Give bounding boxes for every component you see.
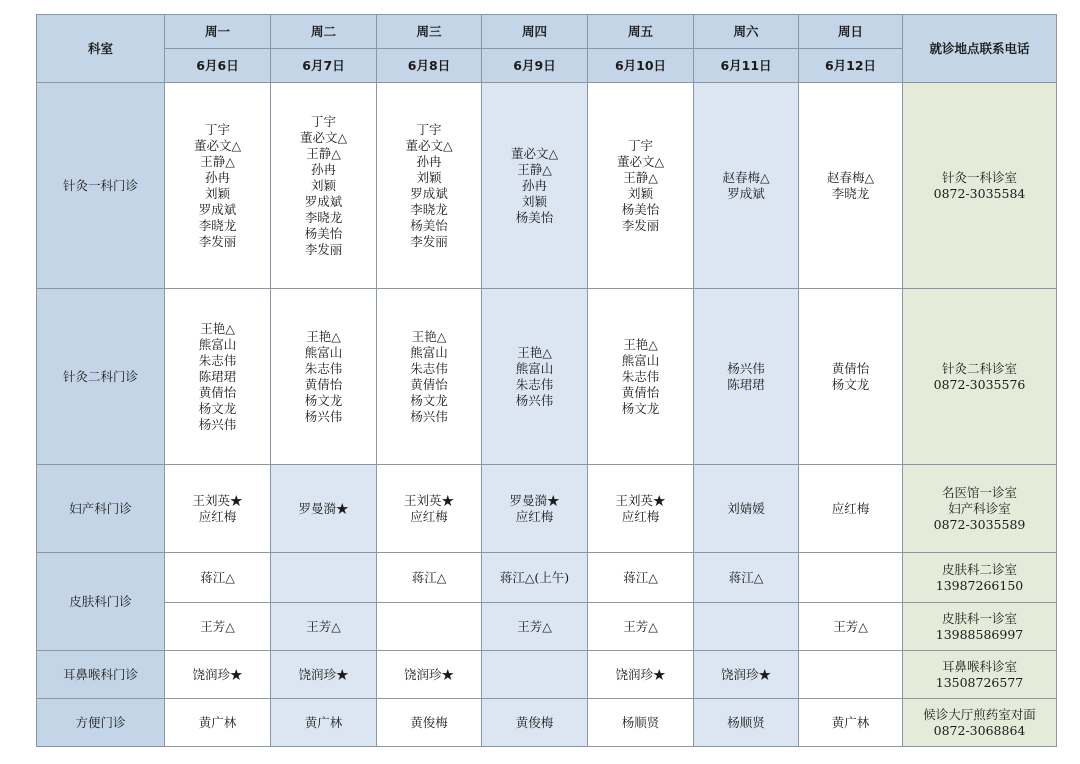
dept-cell: 针灸一科门诊 <box>37 83 165 289</box>
schedule-cell <box>694 465 799 553</box>
date-header: 6月7日 <box>271 49 377 83</box>
cell-line: 熊富山 <box>198 336 237 352</box>
date-header: 6月11日 <box>694 49 799 83</box>
schedule-cell <box>271 465 377 553</box>
schedule-cell <box>588 651 694 699</box>
cell-line: 朱志伟 <box>304 360 343 376</box>
cell-line: 朱志伟 <box>410 360 448 376</box>
cell-line: 李晓龙 <box>304 209 343 225</box>
cell-line: 刘颖 <box>416 169 442 185</box>
cell-line: 饶润珍★ <box>298 666 349 682</box>
schedule-cell <box>694 651 799 699</box>
cell-line: 王刘英★ <box>403 492 454 508</box>
cell-line: 罗成斌 <box>304 193 343 209</box>
cell-line: 王芳△ <box>200 618 235 634</box>
schedule-cell <box>165 83 271 289</box>
cell-line: 罗成斌 <box>727 185 765 201</box>
cell-line: 王静△ <box>200 153 235 169</box>
date-header: 6月8日 <box>377 49 482 83</box>
schedule-cell <box>482 699 588 747</box>
cell-line: 刘颖 <box>521 193 547 209</box>
schedule-cell <box>799 465 903 553</box>
cell-line: 饶润珍★ <box>615 666 666 682</box>
cell-line: 丁宇 <box>310 113 336 129</box>
dept-header: 科室 <box>37 15 165 83</box>
schedule-cell <box>799 699 903 747</box>
schedule-cell <box>165 289 271 465</box>
cell-line: 皮肤科一诊室 <box>941 610 1017 626</box>
cell-line: 针灸一科诊室 <box>941 169 1017 185</box>
cell-line: 应红梅 <box>410 508 448 524</box>
schedule-cell <box>799 83 903 289</box>
weekday-header: 周五 <box>588 15 694 49</box>
schedule-cell <box>482 465 588 553</box>
schedule-cell <box>482 289 588 465</box>
cell-line: 13508726577 <box>935 674 1024 690</box>
cell-line: 朱志伟 <box>621 368 660 384</box>
cell-line: 0872-3035576 <box>933 376 1026 392</box>
cell-line: 孙冉 <box>310 161 336 177</box>
cell-line: 李发丽 <box>410 233 448 249</box>
cell-line: 李发丽 <box>621 217 660 233</box>
cell-line: 赵春梅△ <box>722 169 770 185</box>
cell-line: 孙冉 <box>204 169 230 185</box>
schedule-cell <box>588 289 694 465</box>
schedule-cell <box>482 553 588 603</box>
cell-line: 熊富山 <box>515 360 554 376</box>
table-row <box>37 553 1057 603</box>
cell-line: 饶润珍★ <box>403 666 454 682</box>
cell-line: 黄广林 <box>831 714 870 730</box>
cell-line: 王芳△ <box>623 618 658 634</box>
cell-line: 黄倩怡 <box>410 376 448 392</box>
cell-line: 丁宇 <box>416 121 442 137</box>
schedule-cell <box>694 83 799 289</box>
cell-line: 李晓龙 <box>831 185 870 201</box>
cell-line: 杨文龙 <box>304 392 343 408</box>
weekday-header: 周一 <box>165 15 271 49</box>
cell-line: 李晓龙 <box>410 201 448 217</box>
cell-line: 熊富山 <box>621 352 660 368</box>
table-row <box>37 699 1057 747</box>
cell-line: 李发丽 <box>198 233 237 249</box>
schedule-cell <box>377 651 482 699</box>
cell-line: 丁宇 <box>627 137 653 153</box>
schedule-cell <box>588 83 694 289</box>
schedule-cell <box>271 289 377 465</box>
cell-line: 赵春梅△ <box>826 169 875 185</box>
table-row <box>37 465 1057 553</box>
dept-cell: 针灸二科门诊 <box>37 289 165 465</box>
cell-line: 杨美怡 <box>304 225 343 241</box>
dept-cell: 妇产科门诊 <box>37 465 165 553</box>
weekday-header: 周六 <box>694 15 799 49</box>
dept-cell: 皮肤科门诊 <box>37 553 165 651</box>
schedule-cell <box>588 465 694 553</box>
schedule-cell <box>377 465 482 553</box>
schedule-cell <box>588 603 694 651</box>
cell-line: 妇产科诊室 <box>948 500 1011 516</box>
cell-line: 杨兴伟 <box>727 360 765 376</box>
schedule-cell <box>165 465 271 553</box>
cell-line: 应红梅 <box>515 508 554 524</box>
dept-cell: 耳鼻喉科门诊 <box>37 651 165 699</box>
schedule-cell <box>271 603 377 651</box>
cell-line: 李晓龙 <box>198 217 237 233</box>
location-cell <box>903 651 1057 699</box>
schedule-cell <box>271 651 377 699</box>
cell-line: 黄广林 <box>198 714 237 730</box>
schedule-cell <box>799 603 903 651</box>
cell-line: 杨美怡 <box>621 201 660 217</box>
cell-line: 罗曼漪★ <box>509 492 560 508</box>
cell-line: 王静△ <box>517 161 552 177</box>
location-cell <box>903 465 1057 553</box>
cell-line: 罗曼漪★ <box>298 500 349 516</box>
cell-line: 陈珺珺 <box>727 376 765 392</box>
cell-line: 王芳△ <box>833 618 868 634</box>
cell-line: 杨兴伟 <box>410 408 448 424</box>
cell-line: 丁宇 <box>204 121 230 137</box>
date-header: 6月12日 <box>799 49 903 83</box>
table-row <box>37 603 1057 651</box>
location-cell <box>903 83 1057 289</box>
cell-line: 0872-3068864 <box>933 722 1026 738</box>
schedule-cell <box>482 603 588 651</box>
schedule-cell <box>377 699 482 747</box>
cell-line: 0872-3035589 <box>933 516 1026 532</box>
cell-line: 候诊大厅煎药室对面 <box>923 706 1036 722</box>
cell-line: 罗成斌 <box>198 201 237 217</box>
cell-line: 陈珺珺 <box>198 368 237 384</box>
location-cell <box>903 699 1057 747</box>
weekday-header: 周二 <box>271 15 377 49</box>
schedule-cell <box>271 83 377 289</box>
dept-cell: 方便门诊 <box>37 699 165 747</box>
weekday-header: 周三 <box>377 15 482 49</box>
cell-line: 应红梅 <box>621 508 660 524</box>
cell-line: 孙冉 <box>521 177 547 193</box>
cell-line: 杨文龙 <box>410 392 448 408</box>
table-row <box>37 289 1057 465</box>
cell-line: 黄俊梅 <box>410 714 448 730</box>
cell-line: 皮肤科二诊室 <box>941 561 1017 577</box>
cell-line: 王艳△ <box>411 328 447 344</box>
cell-line: 饶润珍★ <box>720 666 771 682</box>
weekday-header: 周日 <box>799 15 903 49</box>
cell-line: 杨美怡 <box>515 209 554 225</box>
cell-line: 王刘英★ <box>615 492 666 508</box>
schedule-cell <box>165 553 271 603</box>
header-row-weekdays <box>37 15 1057 49</box>
cell-line: 王芳△ <box>517 618 552 634</box>
cell-line: 朱志伟 <box>515 376 554 392</box>
cell-line: 杨兴伟 <box>304 408 343 424</box>
cell-line: 杨文龙 <box>198 400 237 416</box>
cell-line: 王艳△ <box>200 320 235 336</box>
cell-line: 杨顺贤 <box>621 714 660 730</box>
cell-line: 黄倩怡 <box>621 384 660 400</box>
location-cell <box>903 553 1057 603</box>
schedule-cell <box>165 651 271 699</box>
cell-line: 董必文△ <box>510 145 559 161</box>
cell-line: 蒋江△ <box>623 569 658 585</box>
schedule-cell <box>694 699 799 747</box>
cell-line: 13987266150 <box>935 577 1024 593</box>
cell-line: 杨文龙 <box>831 376 870 392</box>
schedule-cell <box>271 699 377 747</box>
cell-line: 名医馆一诊室 <box>941 484 1017 500</box>
schedule-cell <box>165 699 271 747</box>
schedule-cell <box>482 651 588 699</box>
cell-line: 刘婧媛 <box>727 500 765 516</box>
cell-line: 杨美怡 <box>410 217 448 233</box>
cell-line: 杨兴伟 <box>198 416 237 432</box>
date-header: 6月6日 <box>165 49 271 83</box>
cell-line: 王艳△ <box>306 328 341 344</box>
cell-line: 刘颖 <box>310 177 336 193</box>
cell-line: 刘颖 <box>204 185 230 201</box>
schedule-cell <box>482 83 588 289</box>
cell-line: 董必文△ <box>405 137 453 153</box>
cell-line: 蒋江△(上午) <box>499 569 570 585</box>
cell-line: 应红梅 <box>198 508 237 524</box>
cell-line: 王静△ <box>306 145 341 161</box>
schedule-cell <box>799 651 903 699</box>
cell-line: 黄倩怡 <box>831 360 870 376</box>
cell-line: 李发丽 <box>304 241 343 257</box>
cell-line: 杨顺贤 <box>727 714 765 730</box>
cell-line: 董必文△ <box>616 153 665 169</box>
schedule-cell <box>694 289 799 465</box>
cell-line: 董必文△ <box>193 137 242 153</box>
weekday-header: 周四 <box>482 15 588 49</box>
cell-line: 王刘英★ <box>192 492 243 508</box>
cell-line: 黄广林 <box>304 714 343 730</box>
cell-line: 蒋江△ <box>411 569 447 585</box>
location-cell <box>903 603 1057 651</box>
cell-line: 杨文龙 <box>621 400 660 416</box>
table-row <box>37 83 1057 289</box>
cell-line: 黄倩怡 <box>304 376 343 392</box>
schedule-cell <box>694 603 799 651</box>
table-row <box>37 651 1057 699</box>
schedule-cell <box>165 603 271 651</box>
cell-line: 王艳△ <box>517 344 552 360</box>
schedule-cell <box>588 699 694 747</box>
cell-line: 针灸二科诊室 <box>941 360 1017 376</box>
cell-line: 蒋江△ <box>200 569 235 585</box>
cell-line: 杨兴伟 <box>515 392 554 408</box>
schedule-cell <box>588 553 694 603</box>
schedule-cell <box>377 83 482 289</box>
schedule-cell <box>799 553 903 603</box>
cell-line: 13988586997 <box>935 626 1024 642</box>
cell-line: 王芳△ <box>306 618 341 634</box>
cell-line: 王艳△ <box>623 336 658 352</box>
schedule-cell <box>799 289 903 465</box>
cell-line: 董必文△ <box>299 129 348 145</box>
cell-line: 熊富山 <box>410 344 448 360</box>
cell-line: 黄俊梅 <box>515 714 554 730</box>
cell-line: 应红梅 <box>831 500 870 516</box>
date-header: 6月10日 <box>588 49 694 83</box>
location-header: 就诊地点联系电话 <box>903 15 1057 83</box>
cell-line: 熊富山 <box>304 344 343 360</box>
cell-line: 孙冉 <box>416 153 442 169</box>
cell-line: 饶润珍★ <box>192 666 243 682</box>
cell-line: 黄倩怡 <box>198 384 237 400</box>
location-cell <box>903 289 1057 465</box>
cell-line: 朱志伟 <box>198 352 237 368</box>
cell-line: 罗成斌 <box>410 185 448 201</box>
schedule-cell <box>271 553 377 603</box>
schedule-cell <box>377 603 482 651</box>
cell-line: 蒋江△ <box>728 569 764 585</box>
date-header: 6月9日 <box>482 49 588 83</box>
cell-line: 0872-3035584 <box>933 185 1026 201</box>
schedule-cell <box>377 289 482 465</box>
cell-line: 耳鼻喉科诊室 <box>941 658 1017 674</box>
schedule-cell <box>377 553 482 603</box>
schedule-cell <box>694 553 799 603</box>
schedule-table <box>36 14 1057 747</box>
cell-line: 刘颖 <box>627 185 653 201</box>
cell-line: 王静△ <box>623 169 658 185</box>
